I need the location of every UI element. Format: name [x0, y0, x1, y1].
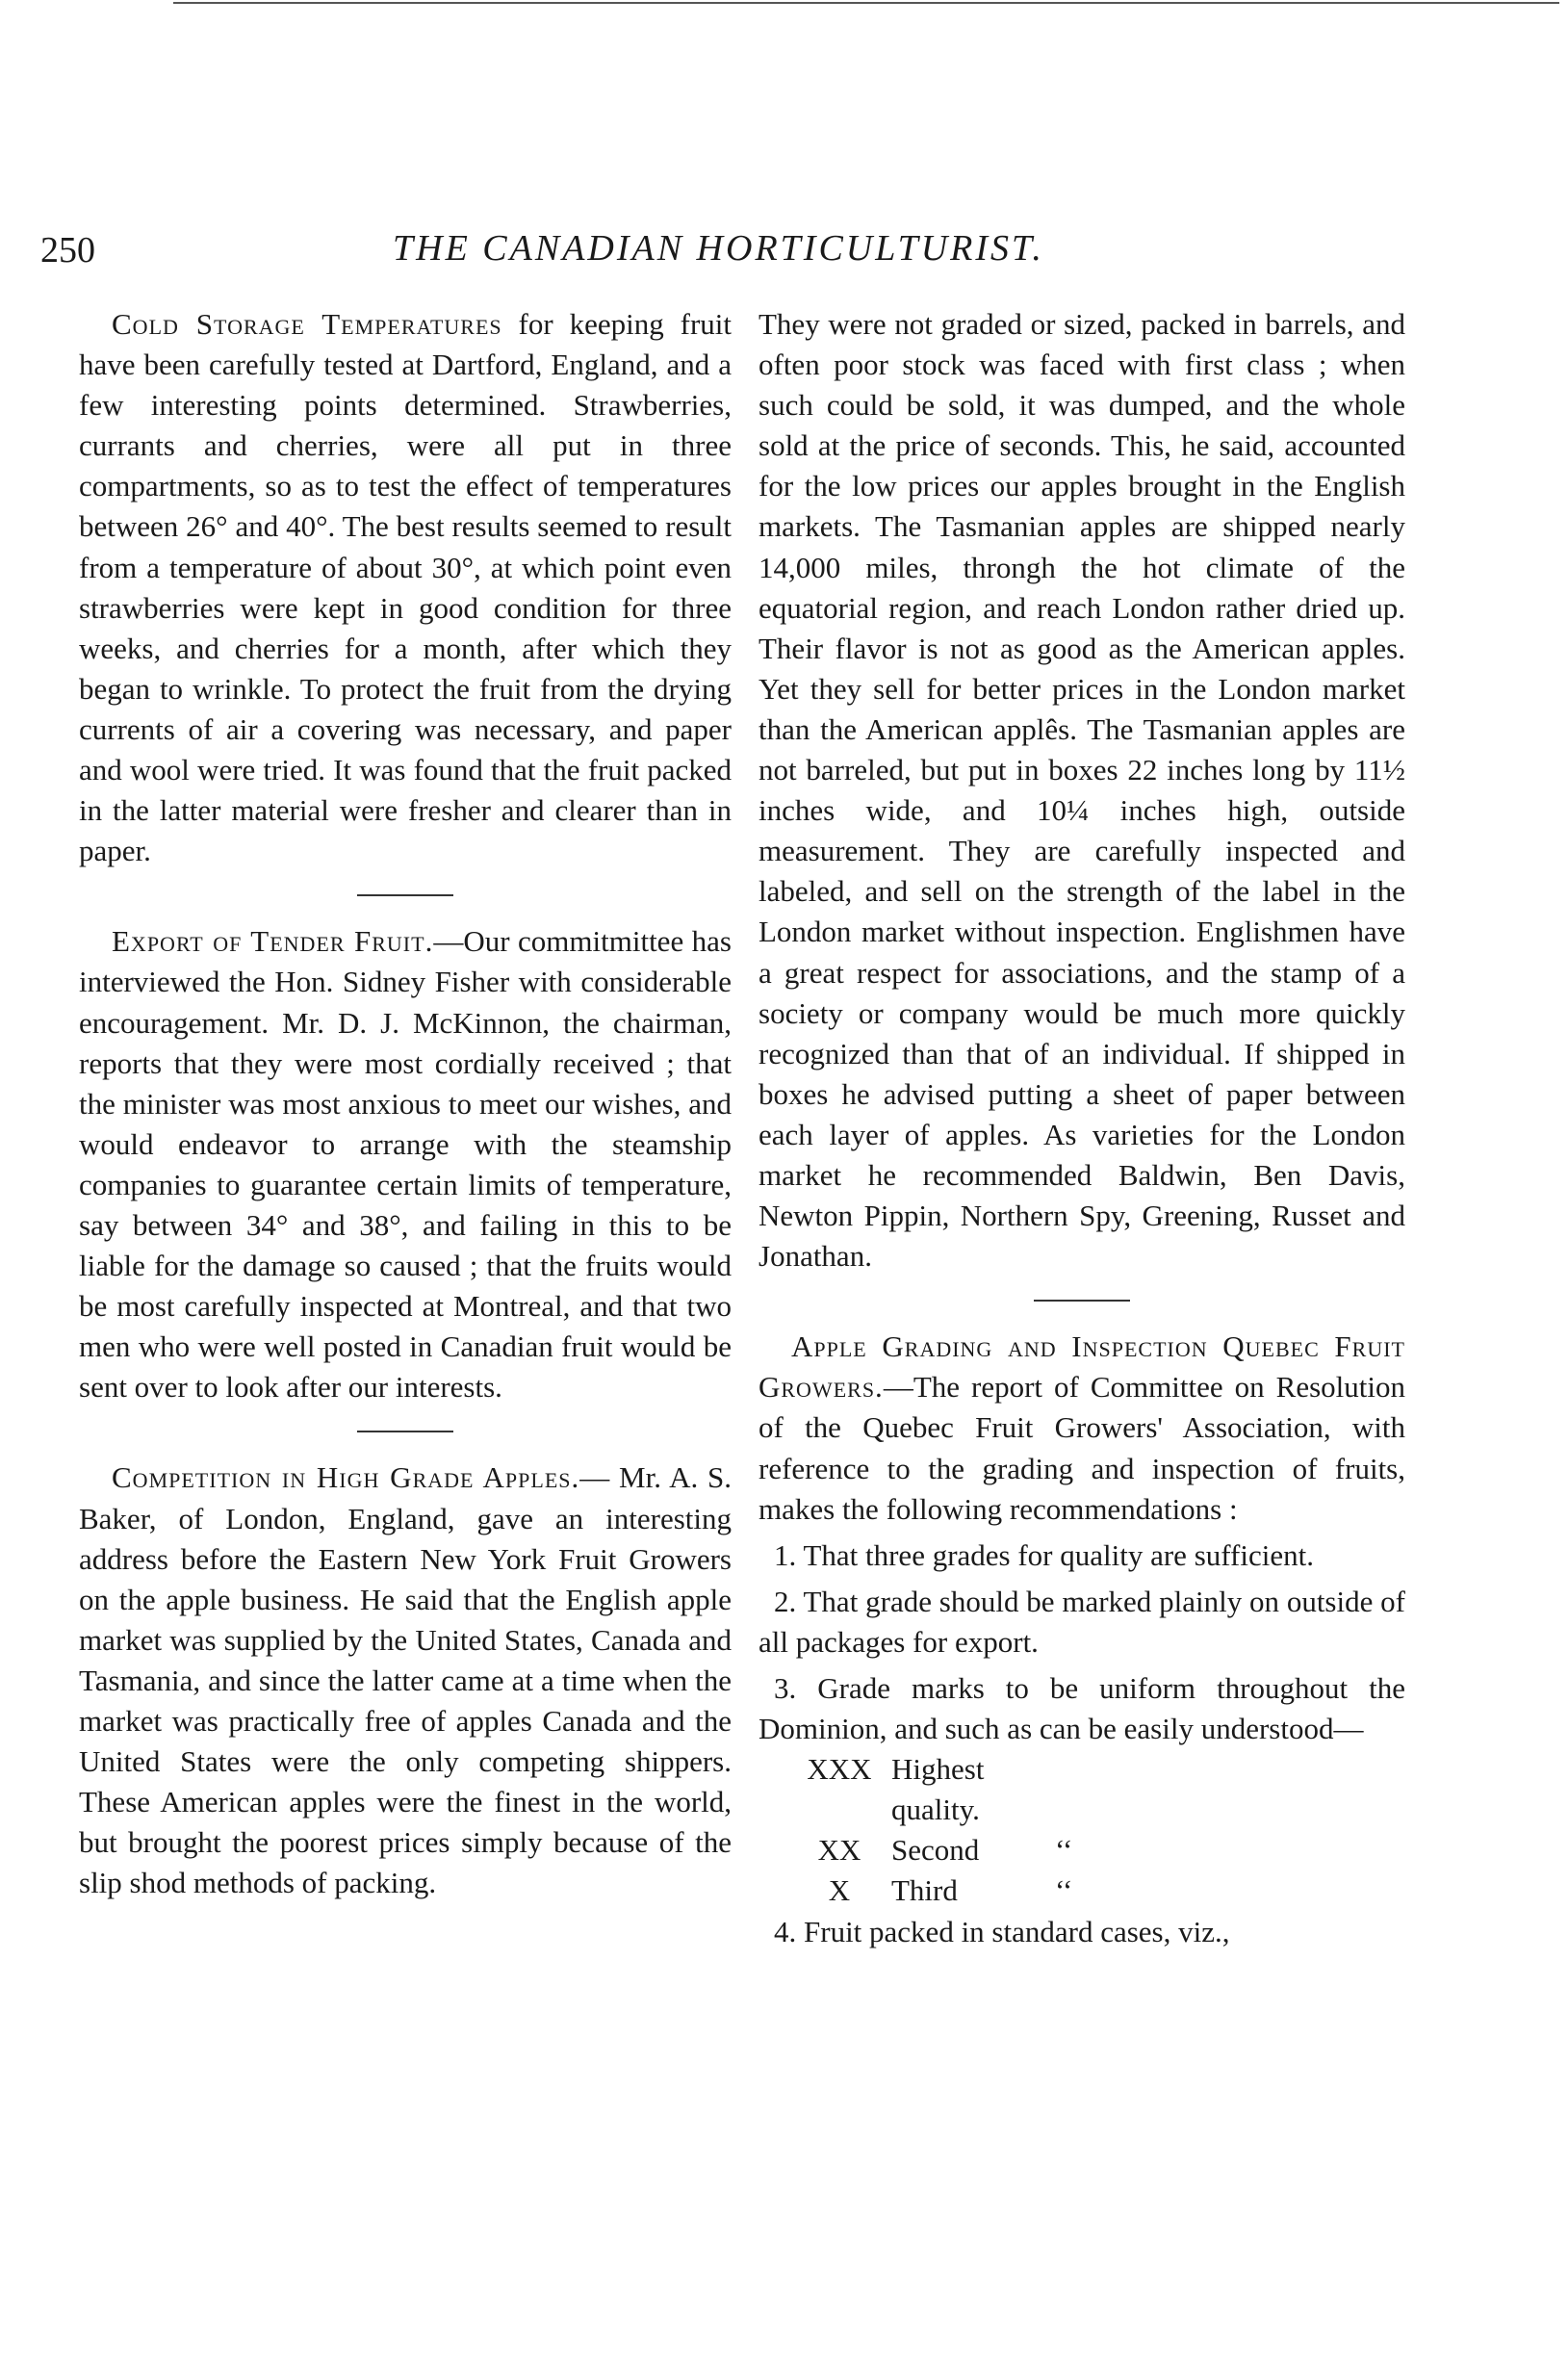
grade-row [793, 1749, 1113, 1830]
export-text: —Our commitmittee has interviewed the Hon. Sidney Fisher with considerable encouragement. Mr. D. J. McKinnon, the chairman, reports that they were most cordially received ; that the minister was most anxious to meet our wishes, and would endeavor to arrange with the steamship companies to guarantee certain limits of temperature, say between 34° and 38°, and failing in this to be liable for the damage so caused ; that the fruits would be most carefully inspected at Montreal, and that two men who were well posted in Canadian fruit would be sent over to look after our interests. [79, 924, 732, 1405]
competition-text: — Mr. A. S. Baker, of London, England, gave an interesting address before the Eastern New York Fruit Growers on the apple business. He said that the English apple market was supplied by the United States, Canada and Tasmania, and since the latter came at a time when the market was practically free of apples Canada and the United States were the only competing shippers. These American apples were the finest in the world, but brought the poorest prices simply because of the slip shod methods of packing. [79, 1460, 732, 1900]
grade-code: XXX [807, 1752, 872, 1787]
ditto-mark [1055, 1749, 1113, 1830]
export-paragraph [79, 921, 732, 1407]
section-divider [1034, 1300, 1130, 1302]
export-heading: Export of Tender Fruit. [112, 924, 434, 959]
cold-storage-paragraph [79, 304, 732, 871]
ditto-mark: ‘‘ [1055, 1833, 1073, 1868]
cold-storage-text: for keeping fruit have been carefully tested at Dartford, England, and a few interesting points determined. Strawberries, currants and cherries, were all put in three compartments, so as to test the effect of temperatures between 26° and 40°. The best results seemed to result from a temperature of about 30°, at which point even strawberries were kept in good condition for three weeks, and cherries for a month, after which they began to wrinkle. To protect the fruit from the drying currents of air a covering was necessary, and paper and wool were tried. It was found that the fruit packed in the latter material were fresher and clearer than in paper. [79, 307, 733, 868]
top-border-rule [173, 2, 1559, 4]
right-column [758, 304, 1405, 1952]
apple-grading-text: —The report of Committee on Resolution of the Quebec Fruit Growers' Association, with reference to the grading and inspection of fruits, makes the following recommendations : [758, 1370, 1405, 1526]
left-column [79, 304, 732, 1903]
ditto-mark: ‘‘ [1055, 1873, 1073, 1908]
apple-grading-paragraph [758, 1327, 1405, 1529]
apple-grading-heading: Apple Grading and Inspection Quebec Fruit Growers. [758, 1329, 1405, 1405]
grade-code: XX [817, 1833, 861, 1868]
recommendation-item: 2. That grade should be marked plainly on outside of all packages for export. [758, 1584, 1405, 1659]
recommendation-item: 3. Grade marks to be uniform throughout the Dominion, and such as can be easily understood— [758, 1671, 1405, 1746]
grade-name: Highest quality. [891, 1752, 985, 1827]
competition-paragraph [79, 1457, 732, 1903]
competition-continued-paragraph: They were not graded or sized, packed in barrels, and often poor stock was faced with first class ; when such could be sold, it was dumped, and the whole sold at the price of seconds. This, he said, accounted for the low prices our apples brought in the English markets. The Tasmanian apples are shipped nearly 14,000 miles, throngh the hot climate of the equatorial region, and reach London rather dried up. Their flavor is not as good as the American apples. Yet they sell for better prices in the London market than the American applês. The Tasmanian apples are not barreled, but put in boxes 22 inches long by 11½ inches wide, and 10¼ inches high, outside measurement. They are carefully inspected and labeled, and sell on the strength of the label in the London market without inspection. Englishmen have a great respect for associations, and the stamp of a society or company would be much more quickly recognized than that of an individual. If shipped in boxes he advised putting a sheet of paper between each layer of apples. As varieties for the London market he recommended Baldwin, Ben Davis, Newton Pippin, Northern Spy, Greening, Russet and Jonathan. [758, 307, 1405, 1274]
cold-storage-heading: Cold Storage Temperatures [112, 307, 502, 341]
section-divider [357, 894, 453, 896]
section-divider [357, 1431, 453, 1432]
grade-row [793, 1870, 1113, 1911]
grade-name: Second [891, 1833, 980, 1868]
grade-code: X [828, 1873, 851, 1908]
recommendation-item: 4. Fruit packed in standard cases, viz., [774, 1914, 1230, 1948]
competition-heading: Competition in High Grade Apples. [112, 1460, 580, 1495]
running-title: THE CANADIAN HORTICULTURIST. [393, 228, 1044, 269]
grade-row [793, 1830, 1113, 1870]
grade-name: Third [891, 1873, 958, 1908]
grade-marks-table [793, 1749, 1113, 1911]
recommendation-item: 1. That three grades for quality are sufficient. [774, 1537, 1314, 1572]
page-number: 250 [40, 230, 95, 271]
